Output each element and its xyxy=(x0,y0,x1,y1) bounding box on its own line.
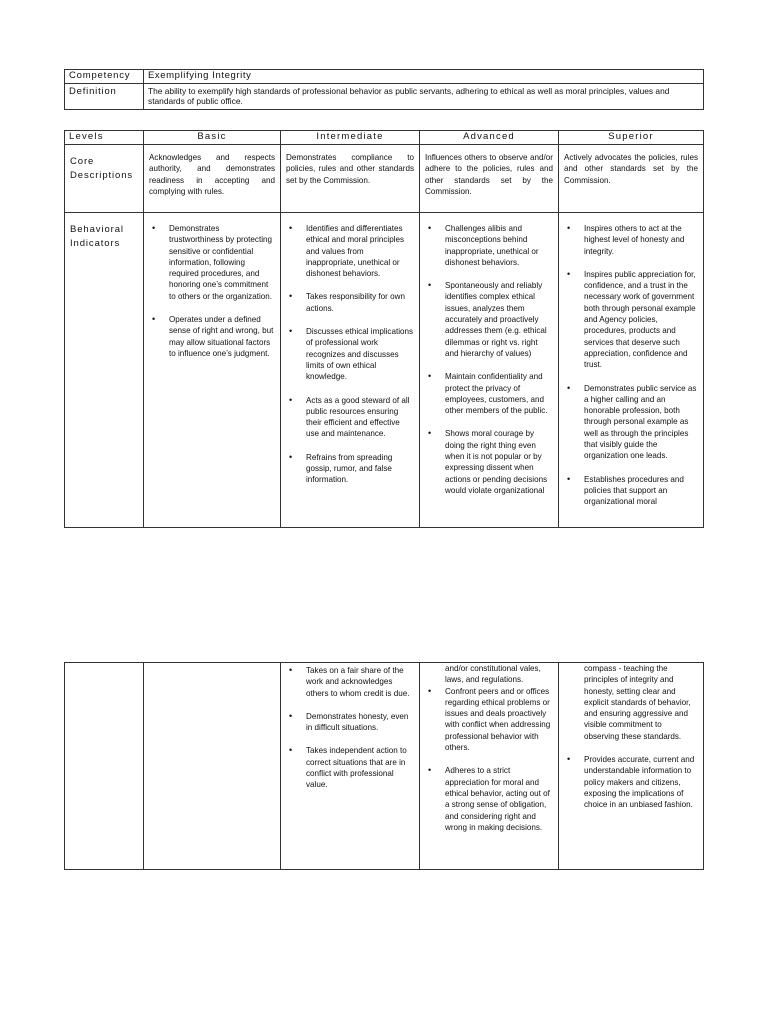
list-item: • Takes responsibility for own actions. xyxy=(286,291,414,314)
superior-indicators-clip xyxy=(564,213,698,527)
list-item: • Spontaneously and reliably identifies complex ethical issues, analyzes them accurately and proactively addresses them (e.g. ethical dilemmas or right vs. right and hierarchy of values) xyxy=(425,280,553,359)
list-item: • Inspires public appreciation for, confidence, and a trust in the necessary work of government both through personal example and Agency policies, procedures, products and services that deserve such appreciation, confidence and trust. xyxy=(564,269,698,371)
list-item: • Inspires others to act at the highest level of honesty and integrity. xyxy=(564,223,698,257)
list-item: • Demonstrates trustworthiness by protecting sensitive or confidential information, following required procedures, and honoring one’s commitment to others or the organization. xyxy=(149,223,275,302)
list-item: • Refrains from spreading gossip, rumor, and false information. xyxy=(286,452,414,486)
continuation-table xyxy=(64,662,704,870)
intermediate-indicators-cell xyxy=(281,213,420,528)
list-item: • Shows moral courage by doing the right thing even when it is not popular or by expressing dissent when actions or pending decisions would violate organizational xyxy=(425,428,553,496)
header-intermediate: Intermediate xyxy=(281,131,420,145)
core-descriptions-row xyxy=(65,145,704,213)
list-item: • Demonstrates public service as a higher calling and an honorable profession, both through personal example as well as through the principles that visibly guide the organization one leads. xyxy=(564,383,698,462)
basic-indicators-clip xyxy=(149,213,275,527)
behavioral-indicators-label: Behavioral Indicators xyxy=(65,213,144,528)
advanced-indicators-list xyxy=(425,223,553,496)
definition-value: The ability to exemplify high standards of professional behavior as public servants, adhering to ethical as well as moral principles, values and standards of public office. xyxy=(144,83,704,109)
continuation-row xyxy=(65,663,704,870)
levels-header-row xyxy=(65,131,704,145)
continuation-intermediate-list xyxy=(286,665,414,791)
levels-table xyxy=(64,130,704,528)
intermediate-indicators-clip xyxy=(286,213,414,527)
core-superior: Actively advocates the policies, rules and other standards set by the Commission. xyxy=(559,145,704,213)
list-item: • Establishes procedures and policies that support an organizational moral xyxy=(564,474,698,508)
list-item: • Confront peers and or offices regarding ethical problems or issues and deals proactively with conflict when addressing professional behavior with others. xyxy=(425,686,553,754)
continuation-superior-cell xyxy=(559,663,704,870)
superior-indicators-cell xyxy=(559,213,704,528)
competency-row xyxy=(65,70,704,84)
basic-indicators-cell xyxy=(144,213,281,528)
behavioral-indicators-row xyxy=(65,213,704,528)
core-basic: Acknowledges and respects authority, and demonstrates readiness in accepting and complying with rules. xyxy=(144,145,281,213)
list-item: • Maintain confidentiality and protect the privacy of employees, customers, and other members of the public. xyxy=(425,371,553,416)
continuation-advanced-lead: and/or constitutional vales, laws, and regulations. xyxy=(445,664,541,685)
header-levels: Levels xyxy=(65,131,144,145)
header-superior: Superior xyxy=(559,131,704,145)
continuation-advanced-cell xyxy=(420,663,559,870)
list-item: • Demonstrates honesty, even in difficult situations. xyxy=(286,711,414,734)
definition-label: Definition xyxy=(65,83,144,109)
continuation-advanced-list xyxy=(425,686,553,834)
continuation-label-cell xyxy=(65,663,144,870)
list-item: • Acts as a good steward of all public resources ensuring their efficient and effective use and maintenance. xyxy=(286,395,414,440)
list-item: • Adheres to a strict appreciation for moral and ethical behavior, acting out of a strong sense of obligation, and considering right and wrong in making decisions. xyxy=(425,765,553,833)
header-basic: Basic xyxy=(144,131,281,145)
advanced-indicators-cell xyxy=(420,213,559,528)
list-item: • Discusses ethical implications of professional work recognizes and discusses limits of own ethical knowledge. xyxy=(286,326,414,382)
definition-row xyxy=(65,83,704,109)
intermediate-indicators-list xyxy=(286,223,414,486)
list-item: • Takes on a fair share of the work and acknowledges others to whom credit is due. xyxy=(286,665,414,699)
continuation-superior-lead: compass - teaching the principles of integrity and honesty, setting clear and explicit standards of behavior, and ensuring aggressive and visible commitment to observing these standards. xyxy=(584,664,691,741)
header-advanced: Advanced xyxy=(420,131,559,145)
list-item: • Operates under a defined sense of right and wrong, but may allow situational factors to influence one’s judgment. xyxy=(149,314,275,359)
superior-indicators-list xyxy=(564,223,698,508)
continuation-intermediate-cell xyxy=(281,663,420,870)
list-item: • Challenges alibis and misconceptions behind inappropriate, unethical or dishonest behaviors. xyxy=(425,223,553,268)
competency-value: Exemplifying Integrity xyxy=(144,70,704,84)
core-descriptions-label: Core Descriptions xyxy=(65,145,144,213)
list-item: • Provides accurate, current and understandable information to policy makers and citizens, exposing the implications of choice in an unbiased fashion. xyxy=(564,754,698,810)
competency-label: Competency xyxy=(65,70,144,84)
basic-indicators-list xyxy=(149,223,275,359)
continuation-superior-list xyxy=(564,754,698,810)
advanced-indicators-clip xyxy=(425,213,553,527)
competency-table xyxy=(64,69,704,110)
core-advanced: Influences others to observe and/or adhere to the policies, rules and other standards set by the Commission. xyxy=(420,145,559,213)
core-intermediate: Demonstrates compliance to policies, rules and other standards set by the Commission. xyxy=(281,145,420,213)
list-item: • Identifies and differentiates ethical and moral principles and values from inappropriate, unethical or dishonest behaviors. xyxy=(286,223,414,279)
continuation-basic-cell xyxy=(144,663,281,870)
list-item: • Takes independent action to correct situations that are in conflict with professional value. xyxy=(286,745,414,790)
